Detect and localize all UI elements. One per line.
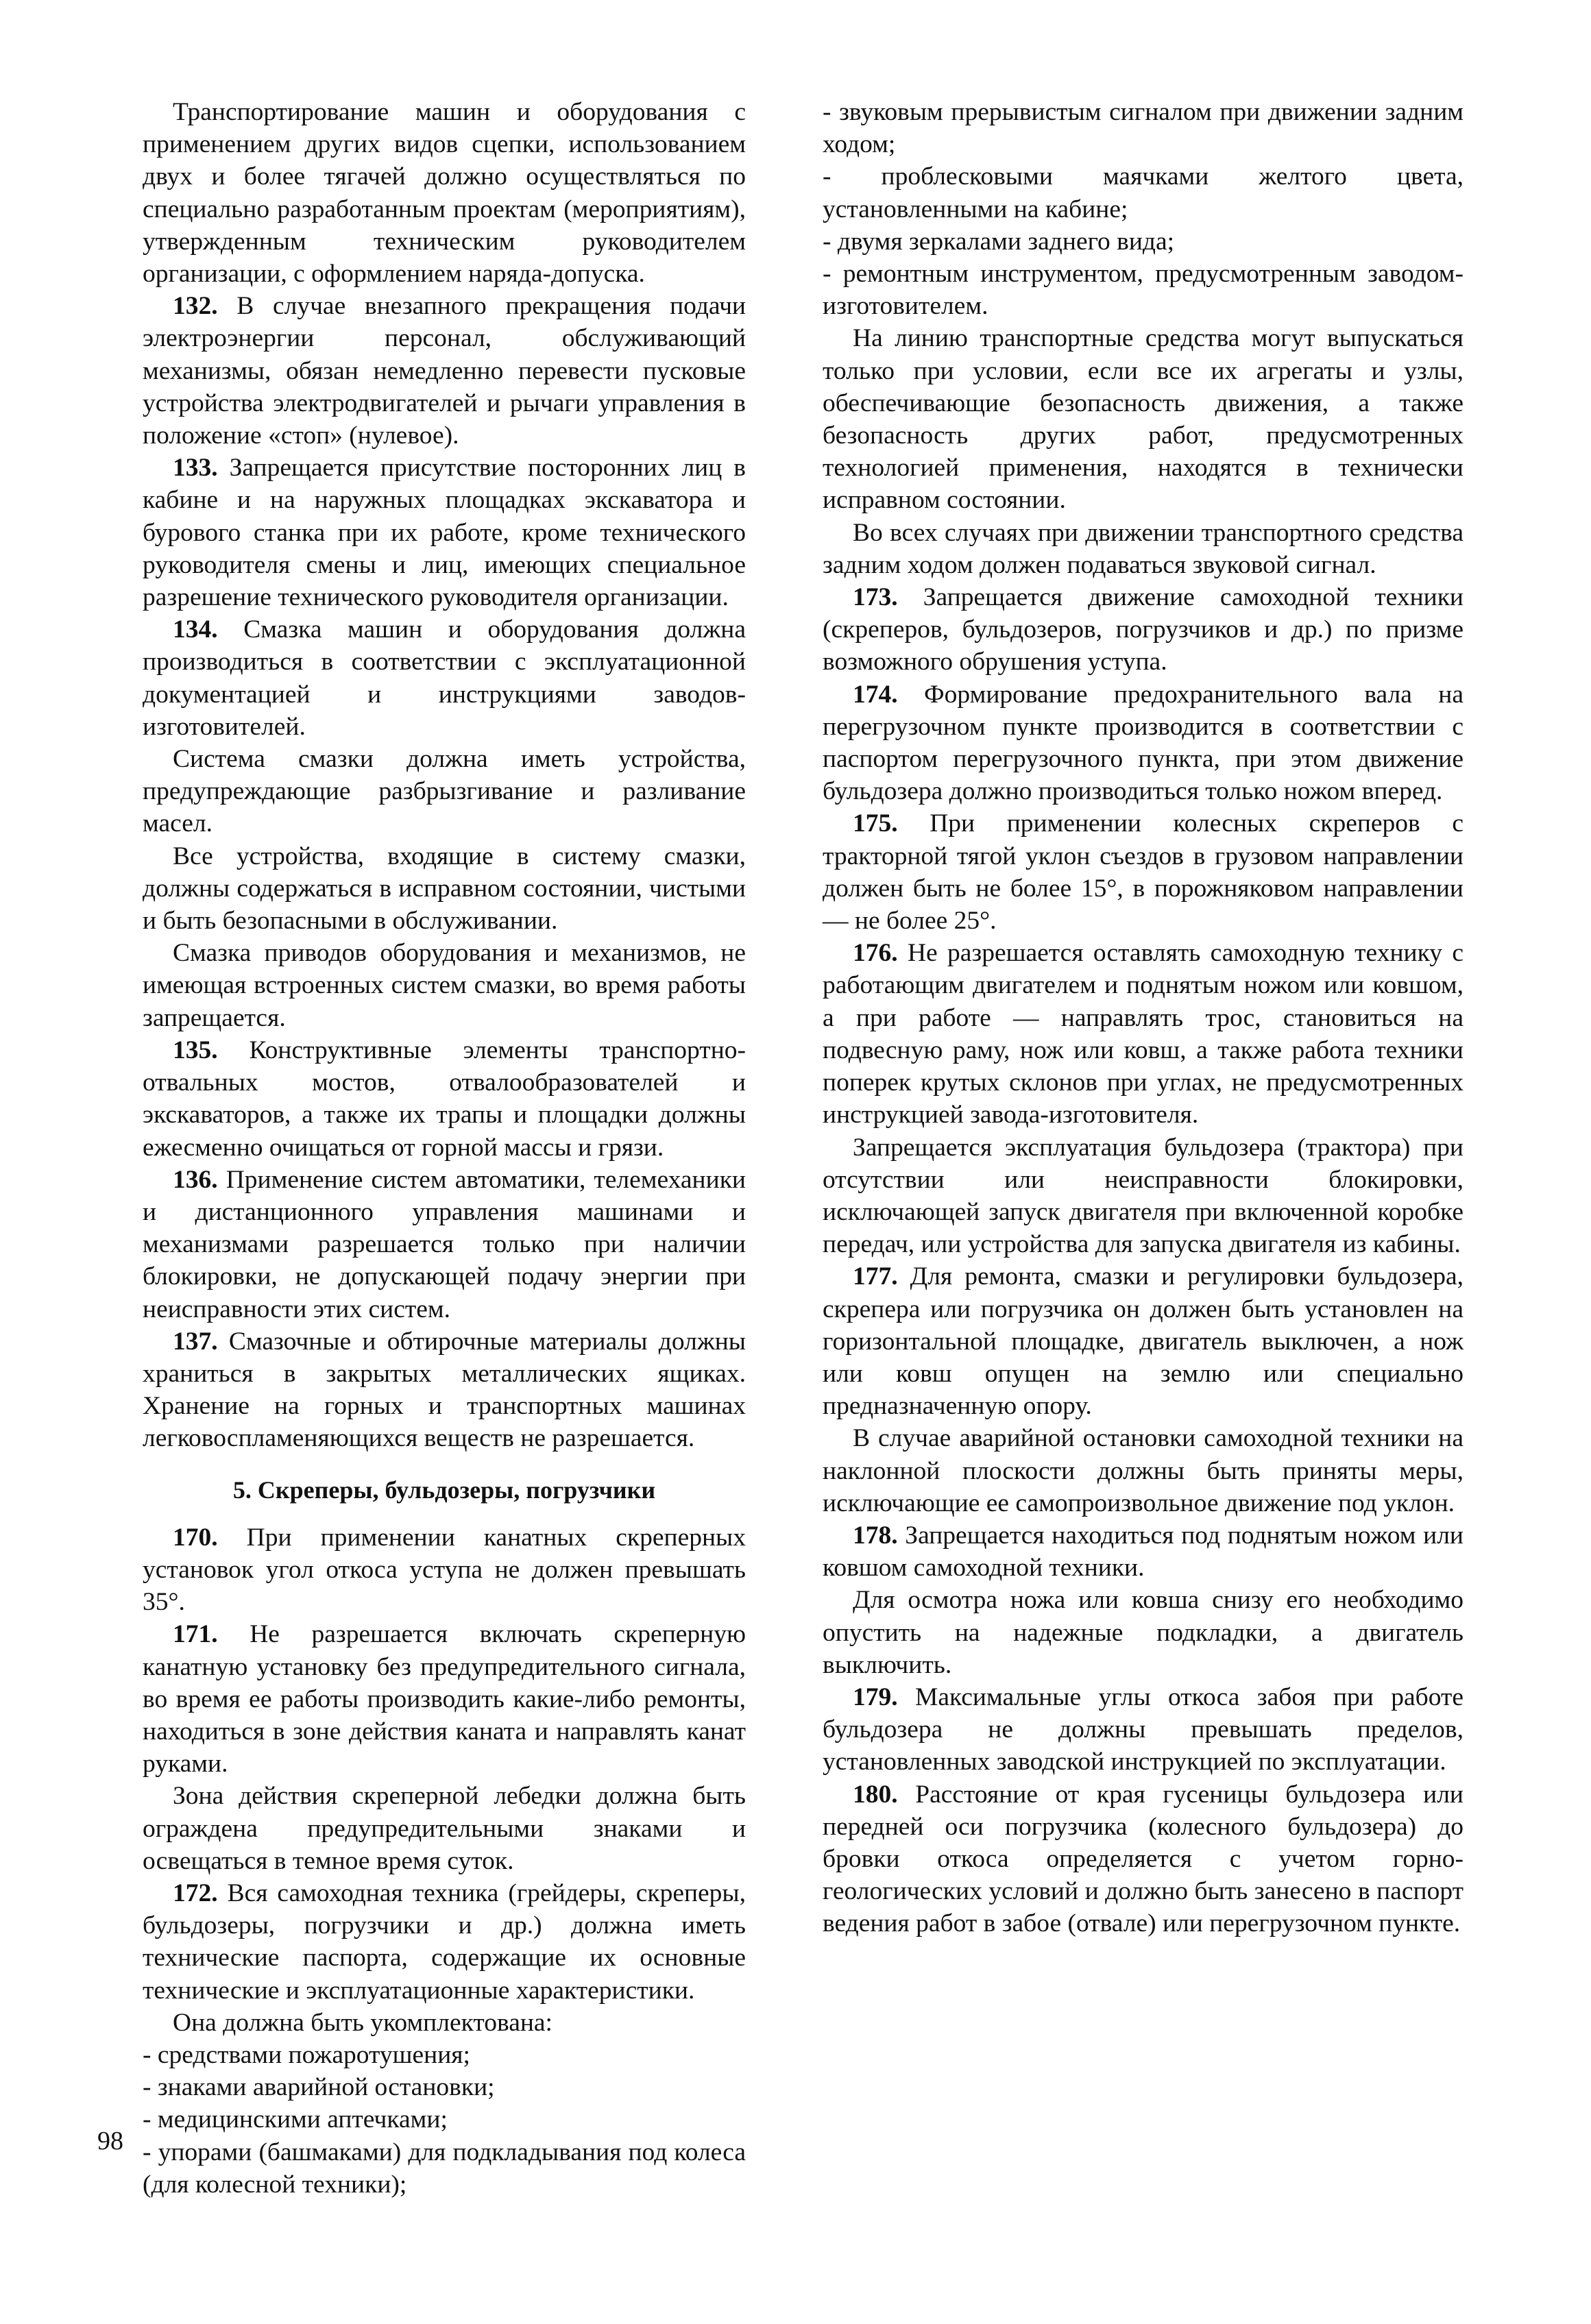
paragraph-177: 177. Для ремонта, смазки и регулировки бульдозера, скрепера или погрузчика он должен быть установлен на горизонтальной площадке, двигатель выключен, а нож или ковш опущен на землю или специально предназначенную опору. xyxy=(823,1262,1464,1421)
paragraph-172: 172. Вся самоходная техника (грейдеры, скреперы, бульдозеры, погрузчики и др.) должна иметь технические паспорта, содержащие их основные технические и эксплуатационные характеристики. xyxy=(143,1879,746,2005)
paragraph: Транспортирование машин и оборудования с применением других видов сцепки, использованием двух и более тягачей должно осуществляться по специально разработанным проектам (мероприятиям), утвержденным техническим руководителем организации, с оформлением наряда-допуска. xyxy=(143,98,746,289)
list-item: - ремонтным инструментом, предусмотренным заводом-изготовителем. xyxy=(823,260,1464,321)
list-item: - знаками аварийной остановки; xyxy=(143,2073,495,2102)
list-item: - проблесковыми маячками желтого цвета, установленными на кабине; xyxy=(823,162,1464,223)
paragraph-134: 134. Смазка машин и оборудования должна производиться в соответствии с эксплуатационной документацией и инструкциями заводов-изготовителей. xyxy=(143,615,746,741)
left-column xyxy=(143,96,746,2201)
paragraph: В случае аварийной остановки самоходной техники на наклонной плоскости должны быть приняты меры, исключающие ее самопроизвольное движение под уклон. xyxy=(823,1424,1464,1517)
paragraph: Смазка приводов оборудования и механизмов, не имеющая встроенных систем смазки, во время работы запрещается. xyxy=(143,939,746,1032)
paragraph: Она должна быть укомплектована: xyxy=(173,2008,552,2037)
paragraph: Для осмотра ножа или ковша снизу его необходимо опустить на надежные подкладки, а двигатель выключить. xyxy=(823,1586,1464,1679)
list-item: - медицинскими аптечками; xyxy=(143,2105,448,2134)
paragraph-135: 135. Конструктивные элементы транспортно-отвальных мостов, отвалообразователей и экскаваторов, а также их трапы и площадки должны ежесменно очищаться от горной массы и грязи. xyxy=(143,1036,746,1162)
paragraph-180: 180. Расстояние от края гусеницы бульдозера или передней оси погрузчика (колесного бульдозера) до бровки откоса определяется с учетом горно-геологических условий и должно быть занесено в паспорт ведения работ в забое (отвале) или перегрузочном пункте. xyxy=(823,1780,1464,1938)
page-number: 98 xyxy=(97,2127,123,2155)
paragraph: Зона действия скреперной лебедки должна быть ограждена предупредительными знаками и освещаться в темное время суток. xyxy=(143,1782,746,1875)
paragraph: Во всех случаях при движении транспортного средства задним ходом должен подаваться звуковой сигнал. xyxy=(823,518,1464,579)
paragraph-132: 132. В случае внезапного прекращения подачи электроэнергии персонал, обслуживающий механизмы, обязан немедленно перевести пусковые устройства электродвигателей и рычаги управления в положение «стоп» (нулевое). xyxy=(143,292,746,450)
paragraph-171: 171. Не разрешается включать скреперную канатную установку без предупредительного сигнала, во время ее работы производить какие-либо ремонты, находиться в зоне действия каната и направлять канат руками. xyxy=(143,1620,746,1778)
section-heading: 5. Скреперы, бульдозеры, погрузчики xyxy=(232,1476,656,1504)
list-item: - упорами (башмаками) для подкладывания под колеса (для колесной техники); xyxy=(143,2138,746,2199)
paragraph: Все устройства, входящие в систему смазки, должны содержаться в исправном состоянии, чистыми и быть безопасными в обслуживании. xyxy=(143,842,746,935)
right-column xyxy=(823,96,1464,1940)
paragraph-173: 173. Запрещается движение самоходной техники (скреперов, бульдозеров, погрузчиков и др.) по призме возможного обрушения уступа. xyxy=(823,583,1464,676)
paragraph-178: 178. Запрещается находиться под поднятым ножом или ковшом самоходной техники. xyxy=(823,1521,1464,1582)
paragraph-175: 175. При применении колесных скреперов с тракторной тягой уклон съездов в грузовом направлении должен быть не более 15°, в порожняковом направлении — не более 25°. xyxy=(823,809,1464,935)
list-item: - звуковым прерывистым сигналом при движении задним ходом; xyxy=(823,98,1464,159)
paragraph-137: 137. Смазочные и обтирочные материалы должны храниться в закрытых металлических ящиках. Хранение на горных и транспортных машинах легковоспламеняющихся веществ не разрешается. xyxy=(143,1327,746,1453)
list-item: - двумя зеркалами заднего вида; xyxy=(823,227,1175,256)
paragraph-174: 174. Формирование предохранительного вала на перегрузочном пункте производится в соответствии с паспортом перегрузочного пункта, при этом движение бульдозера должно производиться только ножом вперед. xyxy=(823,680,1464,806)
paragraph: Система смазки должна иметь устройства, предупреждающие разбрызгивание и разливание масел. xyxy=(143,745,746,838)
paragraph-170: 170. При применении канатных скреперных установок угол откоса уступа не должен превышать 35°. xyxy=(143,1523,746,1617)
paragraph-179: 179. Максимальные углы откоса забоя при работе бульдозера не должны превышать пределов, установленных заводской инструкцией по эксплуатации. xyxy=(823,1683,1464,1776)
paragraph-176: 176. Не разрешается оставлять самоходную технику с работающим двигателем и поднятым ножом или ковшом, а при работе — направлять трос, становиться на подвесную раму, нож или ковш, а также работа техники поперек крутых склонов при углах, не предусмотренных инструкцией завода-изготовителя. xyxy=(823,939,1464,1129)
paragraph: Запрещается эксплуатация бульдозера (трактора) при отсутствии или неисправности блокировки, исключающей запуск двигателя при включенной коробке передач, или устройства для запуска двигателя из кабины. xyxy=(823,1133,1464,1259)
paragraph-133: 133. Запрещается присутствие посторонних лиц в кабине и на наружных площадках экскаватора и бурового станка при их работе, кроме технического руководителя смены и лиц, имеющих специальное разрешение технического руководителя организации. xyxy=(143,454,746,612)
paragraph-136: 136. Применение систем автоматики, телемеханики и дистанционного управления машинами и механизмами разрешается только при наличии блокировки, не допускающей подачу энергии при неисправности этих систем. xyxy=(143,1165,746,1323)
paragraph: На линию транспортные средства могут выпускаться только при условии, если все их агрегаты и узлы, обеспечивающие безопасность движения, а также безопасность других работ, предусмотренных технологией применения, находятся в технически исправном состоянии. xyxy=(823,324,1464,515)
list-item: - средствами пожаротушения; xyxy=(143,2040,470,2069)
